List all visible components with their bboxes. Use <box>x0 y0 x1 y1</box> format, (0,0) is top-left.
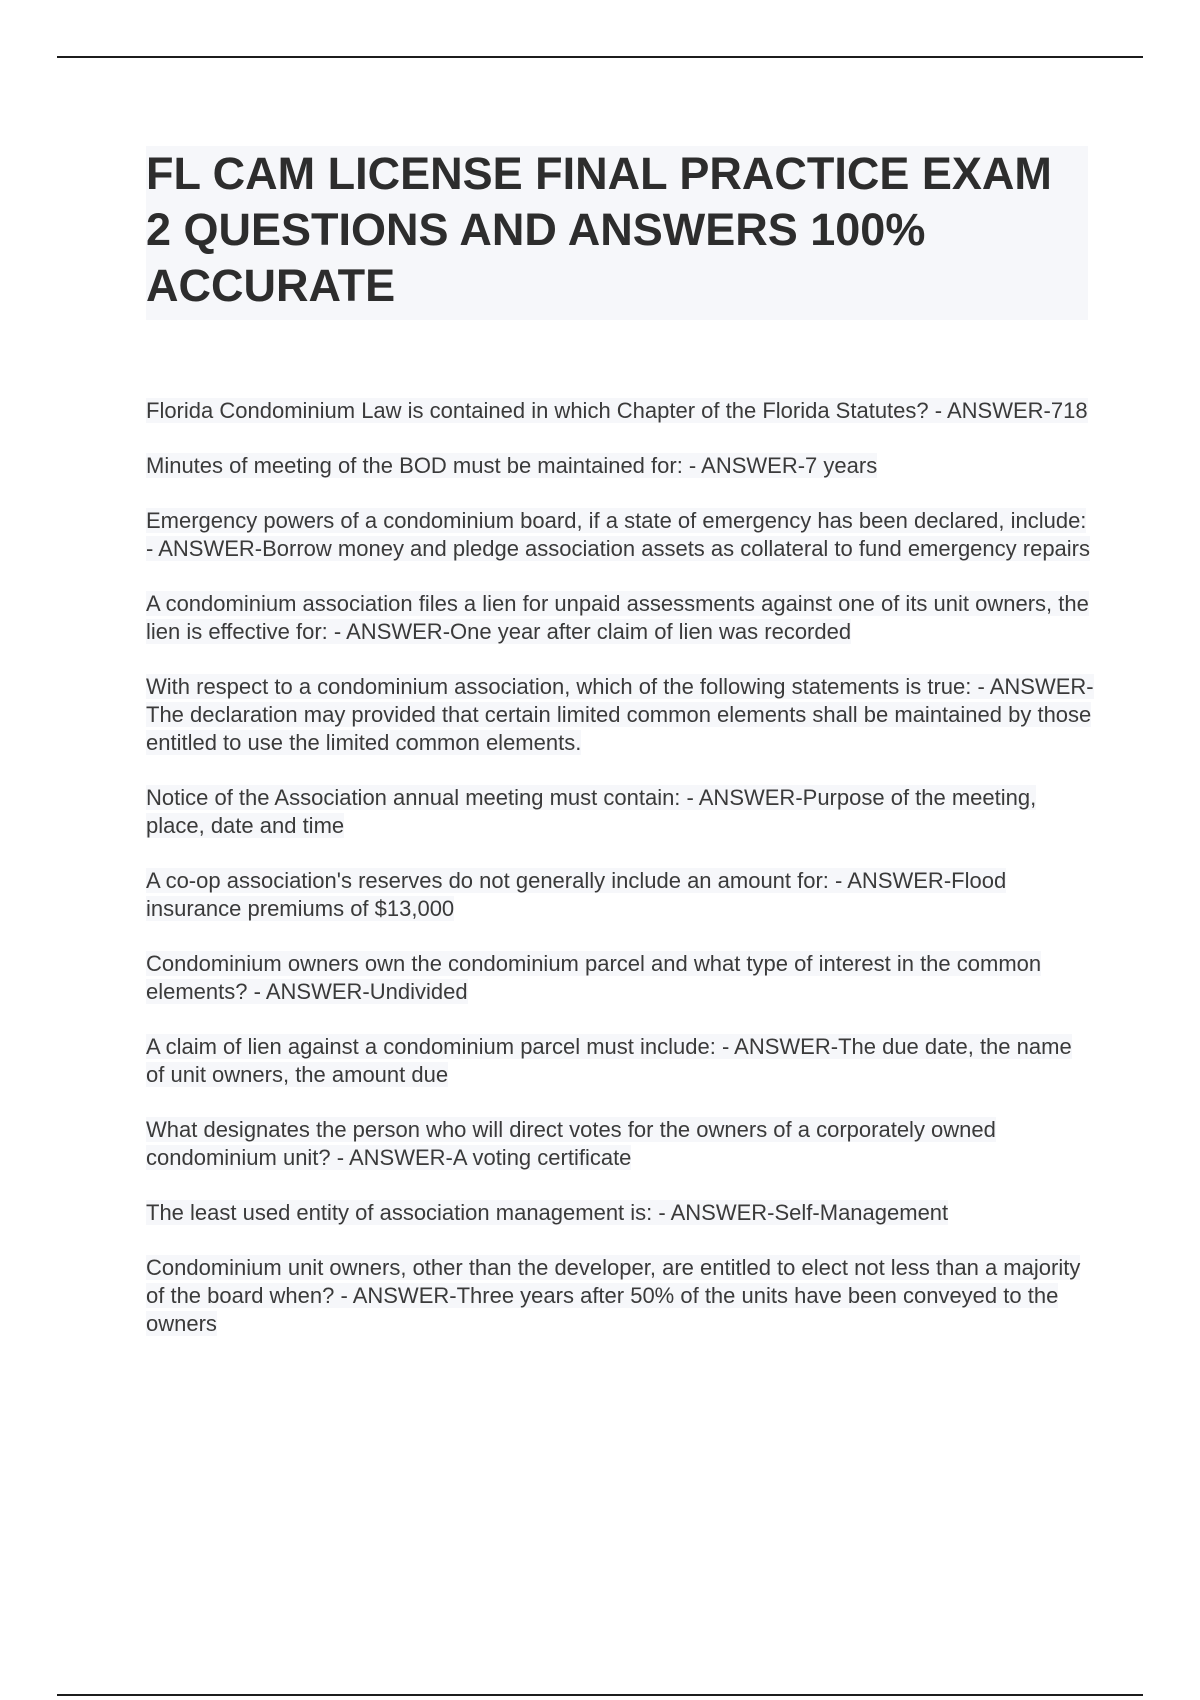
qa-item <box>146 784 1096 840</box>
qa-text: A claim of lien against a condominium parcel must include: - ANSWER-The due date, the name of unit owners, the amount due <box>146 1034 1072 1087</box>
qa-item <box>146 1033 1096 1089</box>
qa-item <box>146 867 1096 923</box>
qa-text: A co-op association's reserves do not generally include an amount for: - ANSWER-Flood insurance premiums of $13,000 <box>146 868 1007 921</box>
qa-text: Notice of the Association annual meeting must contain: - ANSWER-Purpose of the meeting, place, date and time <box>146 785 1037 838</box>
qa-text: Florida Condominium Law is contained in which Chapter of the Florida Statutes? - ANSWER-718 <box>146 398 1088 423</box>
qa-text: Condominium owners own the condominium parcel and what type of interest in the common elements? - ANSWER-Undivided <box>146 951 1042 1004</box>
qa-item <box>146 673 1096 757</box>
qa-text: Minutes of meeting of the BOD must be maintained for: - ANSWER-7 years <box>146 453 878 478</box>
title-block <box>146 146 1088 320</box>
qa-text: Condominium unit owners, other than the developer, are entitled to elect not less than a majority of the board when? - ANSWER-Three years after 50% of the units have been conveyed to the owners <box>146 1255 1081 1336</box>
qa-item <box>146 1199 1096 1227</box>
qa-item <box>146 590 1096 646</box>
qa-text: What designates the person who will direct votes for the owners of a corporately owned condominium unit? - ANSWER-A voting certificate <box>146 1117 996 1170</box>
qa-item <box>146 1116 1096 1172</box>
qa-item <box>146 1254 1096 1338</box>
top-rule <box>57 56 1143 58</box>
qa-item <box>146 507 1096 563</box>
qa-text: Emergency powers of a condominium board, if a state of emergency has been declared, include: - ANSWER-Borrow money and pledge association assets as collateral to fund emergency repairs <box>146 508 1091 561</box>
qa-text: A condominium association files a lien for unpaid assessments against one of its unit owners, the lien is effective for: - ANSWER-One year after claim of lien was recorded <box>146 591 1089 644</box>
document-title: FL CAM LICENSE FINAL PRACTICE EXAM 2 QUESTIONS AND ANSWERS 100% ACCURATE <box>146 148 1052 311</box>
bottom-rule <box>57 1694 1143 1696</box>
qa-text: The least used entity of association management is: - ANSWER-Self-Management <box>146 1200 949 1225</box>
qa-item <box>146 452 1096 480</box>
qa-list <box>146 397 1096 1365</box>
qa-item <box>146 397 1096 425</box>
qa-text: With respect to a condominium association, which of the following statements is true: - ANSWER-The declaration may provided that certain limited common elements shall be maintained by those entitled to use the limited common elements. <box>146 674 1094 755</box>
qa-item <box>146 950 1096 1006</box>
